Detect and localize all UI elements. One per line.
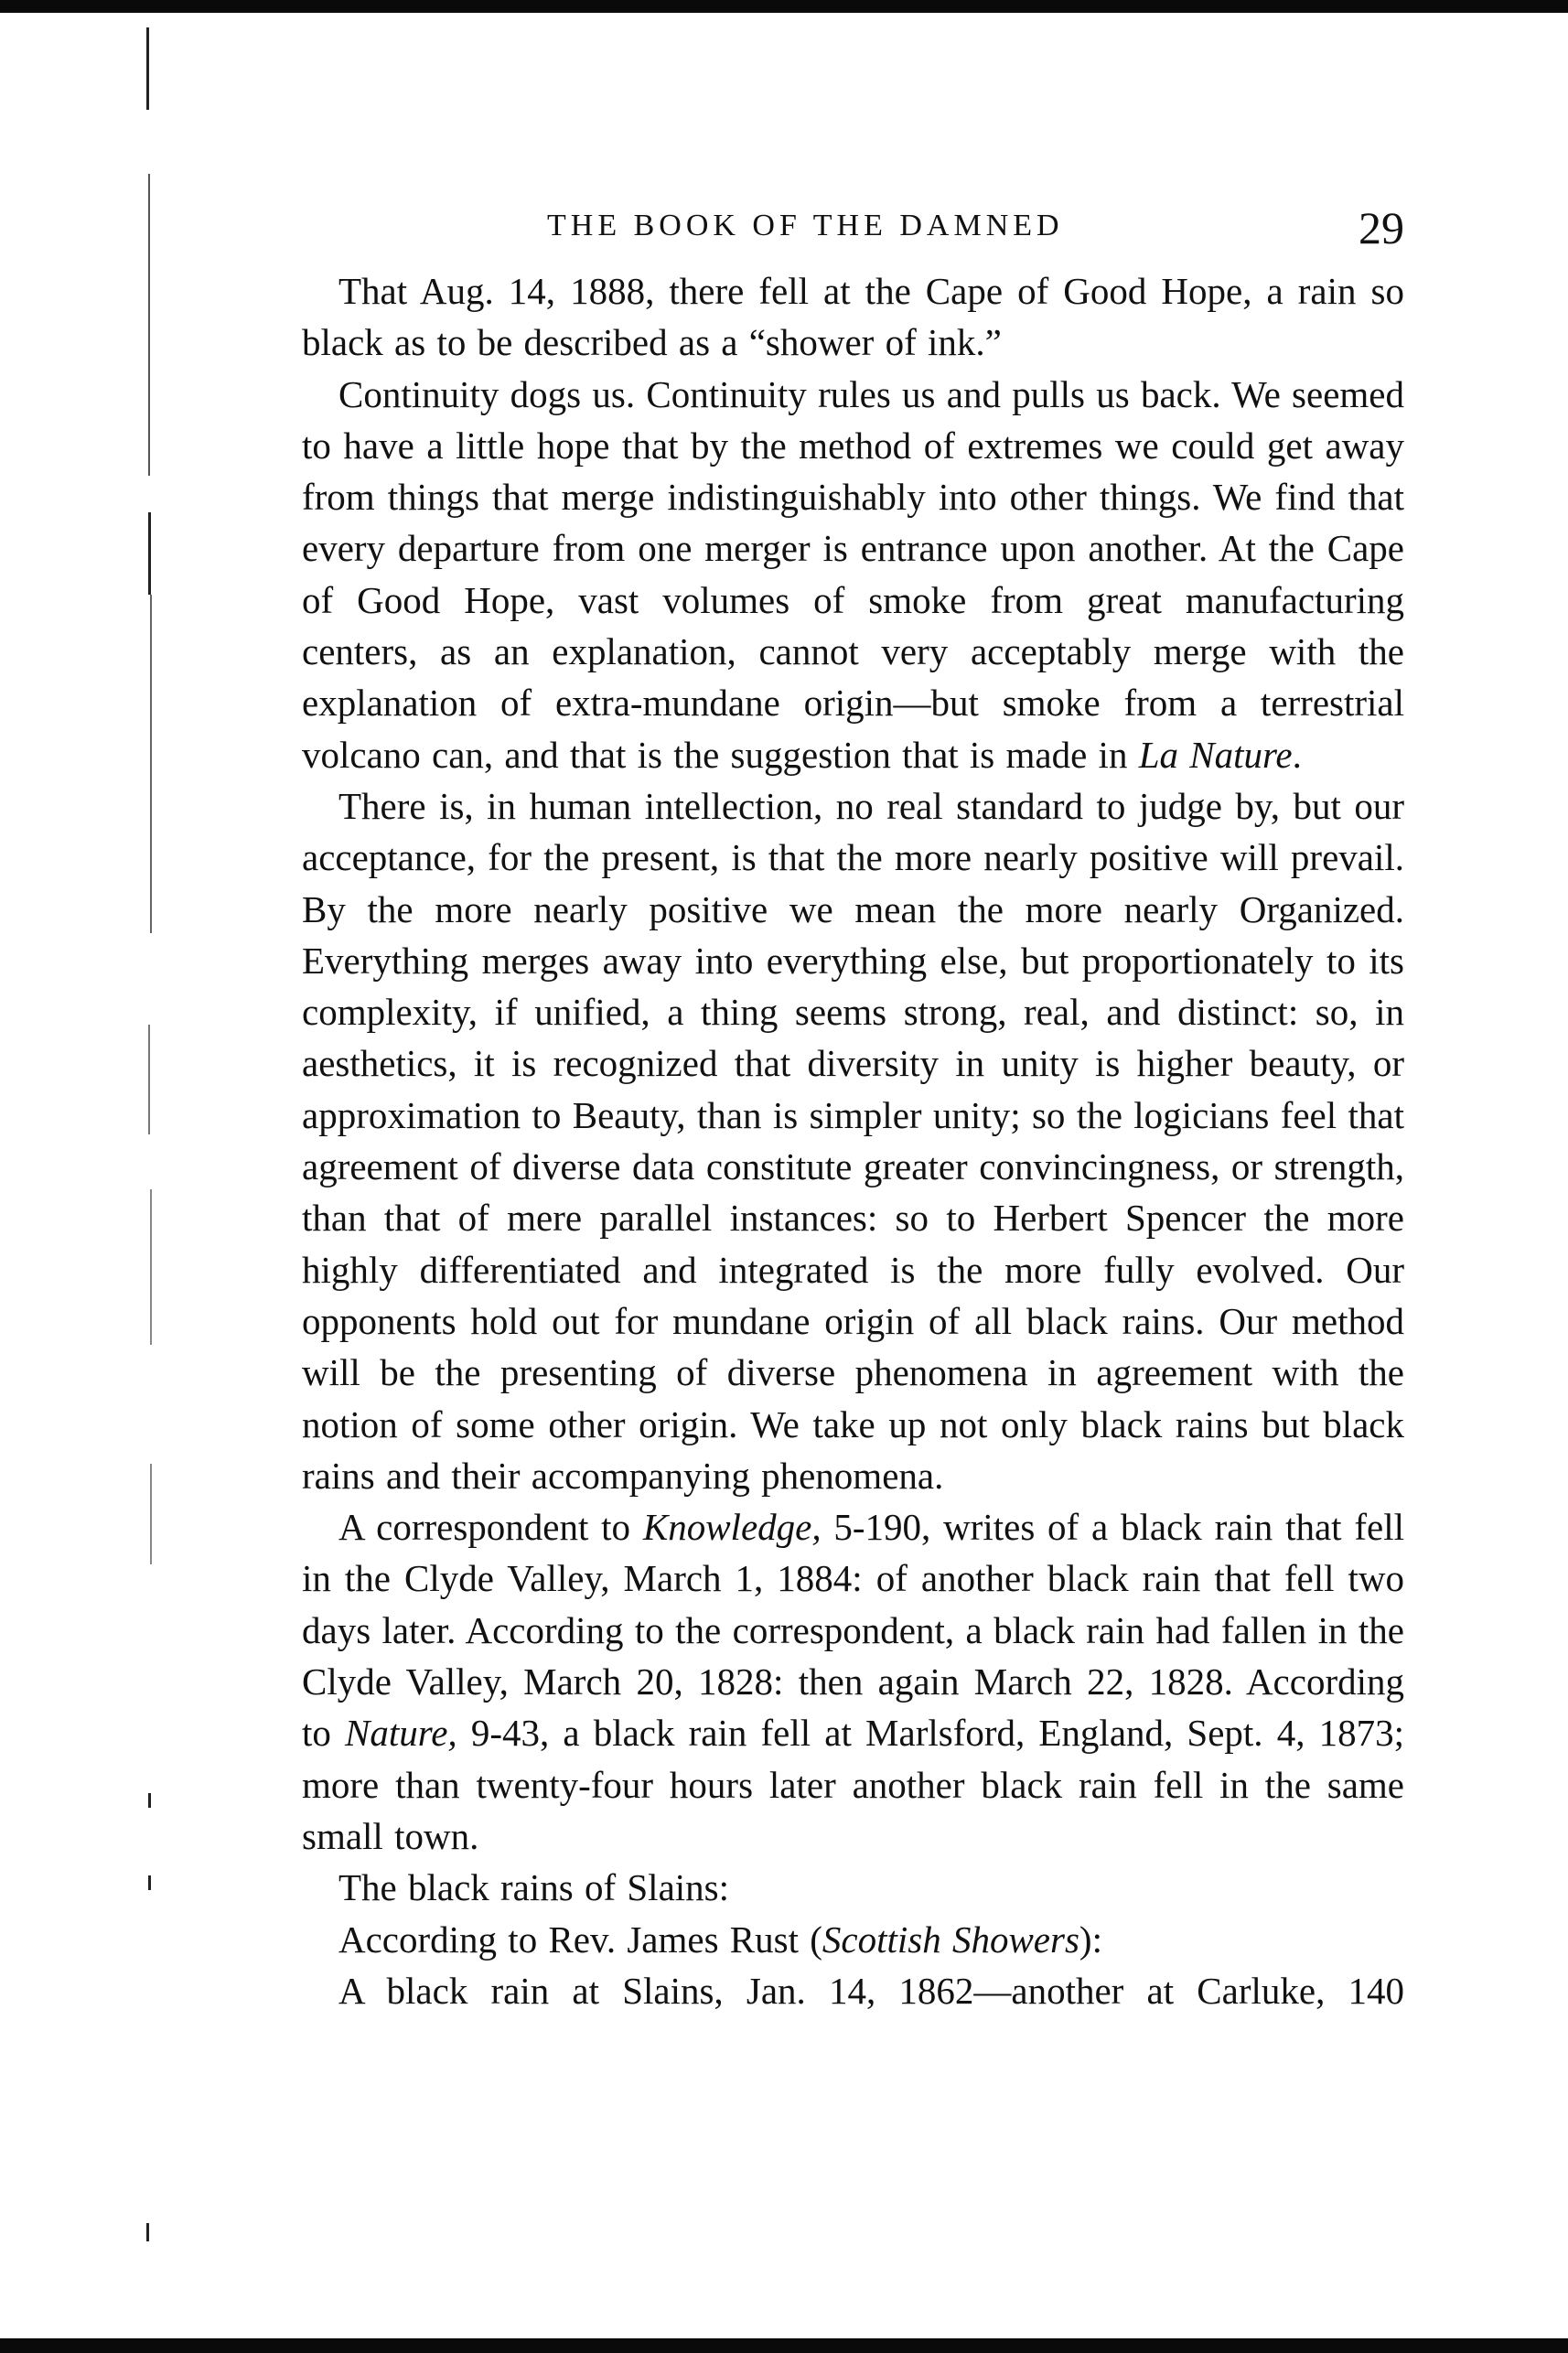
- binding-gutter-mark: [148, 1793, 151, 1808]
- journal-title: Knowledge,: [642, 1506, 822, 1549]
- page-number: 29: [1359, 202, 1404, 253]
- scan-border-bottom: [0, 2338, 1568, 2353]
- paragraph-text: There is, in human intellection, no real standard to judge by, but our acceptance, for the present, is that the more nearly positive will prevail. By the more nearly positive we mean the more nearly Organized. Everything merges away into everything else, but proportionately to its complexity, if unified, a thing seems strong, real, and distinct: so, in aesthetics, it is recognized that diversity in unity is higher beauty, or approximation to Beauty, than is simpler unity; so the logicians feel that agreement of diverse data constitute greater convincingness, or strength, than that of mere parallel instances: so to Herbert Spencer the more highly differentiated and integrated is the more fully evolved. Our opponents hold out for mundane origin of all black rains. Our method will be the presenting of diverse phenomena in agreement with the notion of some other origin. We take up not only black rains but black rains and their accompanying phenomena.: [302, 784, 1404, 1497]
- paragraph-text: 5-190, writes of a black rain that fell in the Clyde Valley, March 1, 1884: of another black rain that fell two days later. According to the correspondent, a black rain had fallen in the Clyde Valley, March 20, 1828: then again March 22, 1828. According to: [302, 1506, 1404, 1755]
- paragraph-text: A correspondent to: [338, 1506, 643, 1549]
- binding-gutter-line: [148, 512, 151, 595]
- binding-gutter-line: [148, 1025, 150, 1134]
- paragraph: [302, 369, 1404, 780]
- binding-gutter-line: [148, 174, 150, 476]
- paragraph-text: 9-43, a black rain fell at Marlsford, England, Sept. 4, 1873; more than twenty-four hours later another black rain fell in the same small town.: [302, 1712, 1404, 1857]
- paragraph: [302, 1501, 1404, 1862]
- paragraph: [302, 1965, 1404, 2016]
- binding-gutter-line: [150, 595, 152, 933]
- binding-gutter-line: [146, 27, 149, 110]
- journal-title: Nature,: [345, 1712, 457, 1755]
- paragraph: [302, 265, 1404, 369]
- paragraph-text: That Aug. 14, 1888, there fell at the Cape of Good Hope, a rain so black as to be described as a “shower of ink.”: [302, 270, 1404, 364]
- body-text: [302, 265, 1404, 2016]
- journal-title: La Nature: [1138, 733, 1293, 776]
- paragraph-text: Continuity dogs us. Continuity rules us and pulls us back. We seemed to have a little hope that by the method of extremes we could get away from things that merge indistinguishably into other things. We find that every departure from one merger is entrance upon another. At the Cape of Good Hope, vast volumes of smoke from great manufacturing centers, as an explanation, cannot very acceptably merge with the explanation of extra-mundane origin—but smoke from a terrestrial volcano can, and that is the suggestion that is made in: [302, 372, 1404, 776]
- paragraph-text: The black rains of Slains:: [338, 1866, 730, 1909]
- paragraph-text: According to Rev. James Rust (: [338, 1918, 822, 1961]
- paragraph: [302, 780, 1404, 1501]
- book-page: [302, 203, 1404, 2016]
- binding-gutter-line: [150, 1464, 152, 1564]
- paragraph: [302, 1862, 1404, 1913]
- binding-gutter-mark: [148, 1875, 151, 1890]
- binding-gutter-line: [150, 1189, 152, 1345]
- paragraph: [302, 1914, 1404, 1965]
- paragraph-text: A black rain at Slains, Jan. 14, 1862—another at Carluke, 140: [338, 1969, 1404, 2012]
- paragraph-text: ):: [1079, 1918, 1102, 1961]
- book-title: Scottish Showers: [822, 1918, 1079, 1961]
- paragraph-text: .: [1292, 733, 1302, 776]
- binding-gutter-mark: [146, 2223, 149, 2241]
- running-title: THE BOOK OF THE DAMNED: [547, 209, 1064, 242]
- scan-border-top: [0, 0, 1568, 13]
- running-head: [302, 203, 1404, 252]
